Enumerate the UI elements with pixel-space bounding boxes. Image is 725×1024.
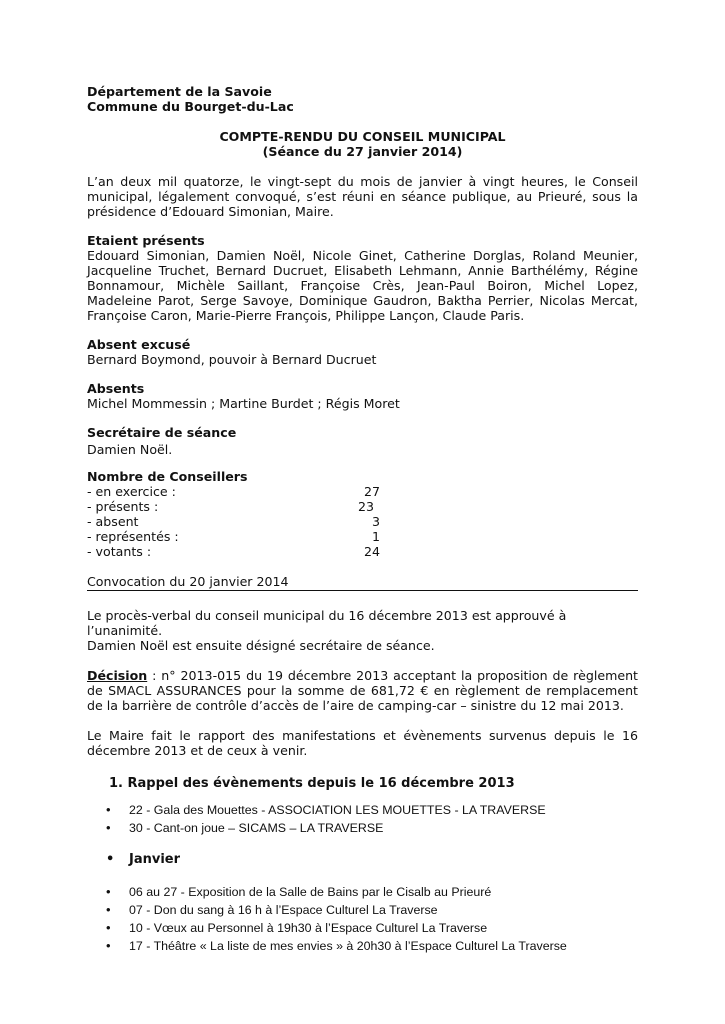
commune-heading: Commune du Bourget-du-Lac	[87, 99, 294, 114]
absents-text: Michel Mommessin ; Martine Burdet ; Régis Moret	[87, 396, 400, 411]
count-label: - en exercice :	[87, 484, 176, 499]
title-line-1: COMPTE-RENDU DU CONSEIL MUNICIPAL	[219, 129, 506, 144]
count-value: 24	[363, 544, 380, 559]
list-item: • 22 - Gala des Mouettes - ASSOCIATION LES MOUETTES - LA TRAVERSE	[87, 801, 638, 819]
decision-paragraph	[87, 668, 638, 713]
conseillers-section	[87, 469, 638, 559]
count-row	[87, 499, 380, 514]
list-item: • 07 - Don du sang à 16 h à l’Espace Culturel La Traverse	[87, 901, 638, 919]
count-label: - représentés :	[87, 529, 179, 544]
conseillers-heading: Nombre de Conseillers	[87, 469, 248, 484]
presents-section	[87, 233, 638, 323]
count-row	[87, 484, 380, 499]
count-row	[87, 544, 380, 559]
pv-paragraph	[87, 608, 638, 653]
section-1-heading: 1. Rappel des évènements depuis le 16 décembre 2013	[109, 776, 515, 791]
count-row	[87, 514, 380, 529]
title-line-2: (Séance du 27 janvier 2014)	[262, 144, 463, 159]
department-heading: Département de la Savoie	[87, 84, 272, 99]
count-label: - votants :	[87, 544, 152, 559]
janvier-heading: • Janvier	[87, 851, 638, 869]
count-label: - absent	[87, 514, 139, 529]
absent-excuse-text: Bernard Boymond, pouvoir à Bernard Ducruet	[87, 352, 377, 367]
pv-line-2: Damien Noël est ensuite désigné secrétaire de séance.	[87, 638, 435, 653]
rapport-paragraph: Le Maire fait le rapport des manifestations et évènements survenus depuis le 16 décembre 2013 et de ceux à venir.	[87, 728, 638, 758]
count-label: - présents :	[87, 499, 159, 514]
convocation-line: Convocation du 20 janvier 2014	[87, 574, 638, 591]
count-value: 23	[357, 499, 374, 514]
absent-excuse-section	[87, 337, 638, 367]
conseillers-counts	[87, 484, 638, 559]
count-value: 1	[371, 529, 380, 544]
absents-section	[87, 381, 638, 411]
secretaire-section	[87, 425, 638, 457]
document-page	[87, 84, 638, 955]
secretaire-heading: Secrétaire de séance	[87, 425, 237, 440]
count-value: 3	[371, 514, 380, 529]
list-item: • 10 - Vœux au Personnel à 19h30 à l’Espace Culturel La Traverse	[87, 919, 638, 937]
decision-label: Décision	[87, 668, 148, 683]
document-title	[87, 129, 638, 159]
absent-excuse-heading: Absent excusé	[87, 337, 191, 352]
pv-line-1: Le procès-verbal du conseil municipal du 16 décembre 2013 est approuvé à l’unanimité.	[87, 608, 567, 638]
presents-list: Edouard Simonian, Damien Noël, Nicole Ginet, Catherine Dorglas, Roland Meunier, Jacqueline Truchet, Bernard Ducruet, Elisabeth Lehmann, Annie Barthélémy, Régine Bonnamour, Michèle Saillant, Françoise Crès, Jean-Paul Boiron, Michel Lopez, Madeleine Parot, Serge Savoye, Dominique Gaudron, Baktha Perrier, Nicolas Mercat, Françoise Caron, Marie-Pierre François, Philippe Lançon, Claude Paris.	[87, 248, 638, 323]
list-item: • 06 au 27 - Exposition de la Salle de Bains par le Cisalb au Prieuré	[87, 883, 638, 901]
list-item: • 30 - Cant-on joue – SICAMS – LA TRAVERSE	[87, 819, 638, 837]
janvier-list	[87, 883, 638, 955]
decision-text: : n° 2013-015 du 19 décembre 2013 acceptant la proposition de règlement de SMACL ASSURANCES pour la somme de 681,72 € en règlement de remplacement de la barrière de contrôle d’accès de l’aire de camping-car – sinistre du 12 mai 2013.	[87, 668, 638, 713]
presents-heading: Etaient présents	[87, 233, 205, 248]
list-item: • 17 - Théâtre « La liste de mes envies » à 20h30 à l’Espace Culturel La Traverse	[87, 937, 638, 955]
secretaire-text: Damien Noël.	[87, 442, 173, 457]
absents-heading: Absents	[87, 381, 145, 396]
section-1-list	[87, 801, 638, 837]
count-row	[87, 529, 380, 544]
intro-paragraph: L’an deux mil quatorze, le vingt-sept du mois de janvier à vingt heures, le Conseil municipal, légalement convoqué, s’est réuni en séance publique, au Prieuré, sous la présidence d’Edouard Simonian, Maire.	[87, 174, 638, 219]
count-value: 27	[363, 484, 380, 499]
